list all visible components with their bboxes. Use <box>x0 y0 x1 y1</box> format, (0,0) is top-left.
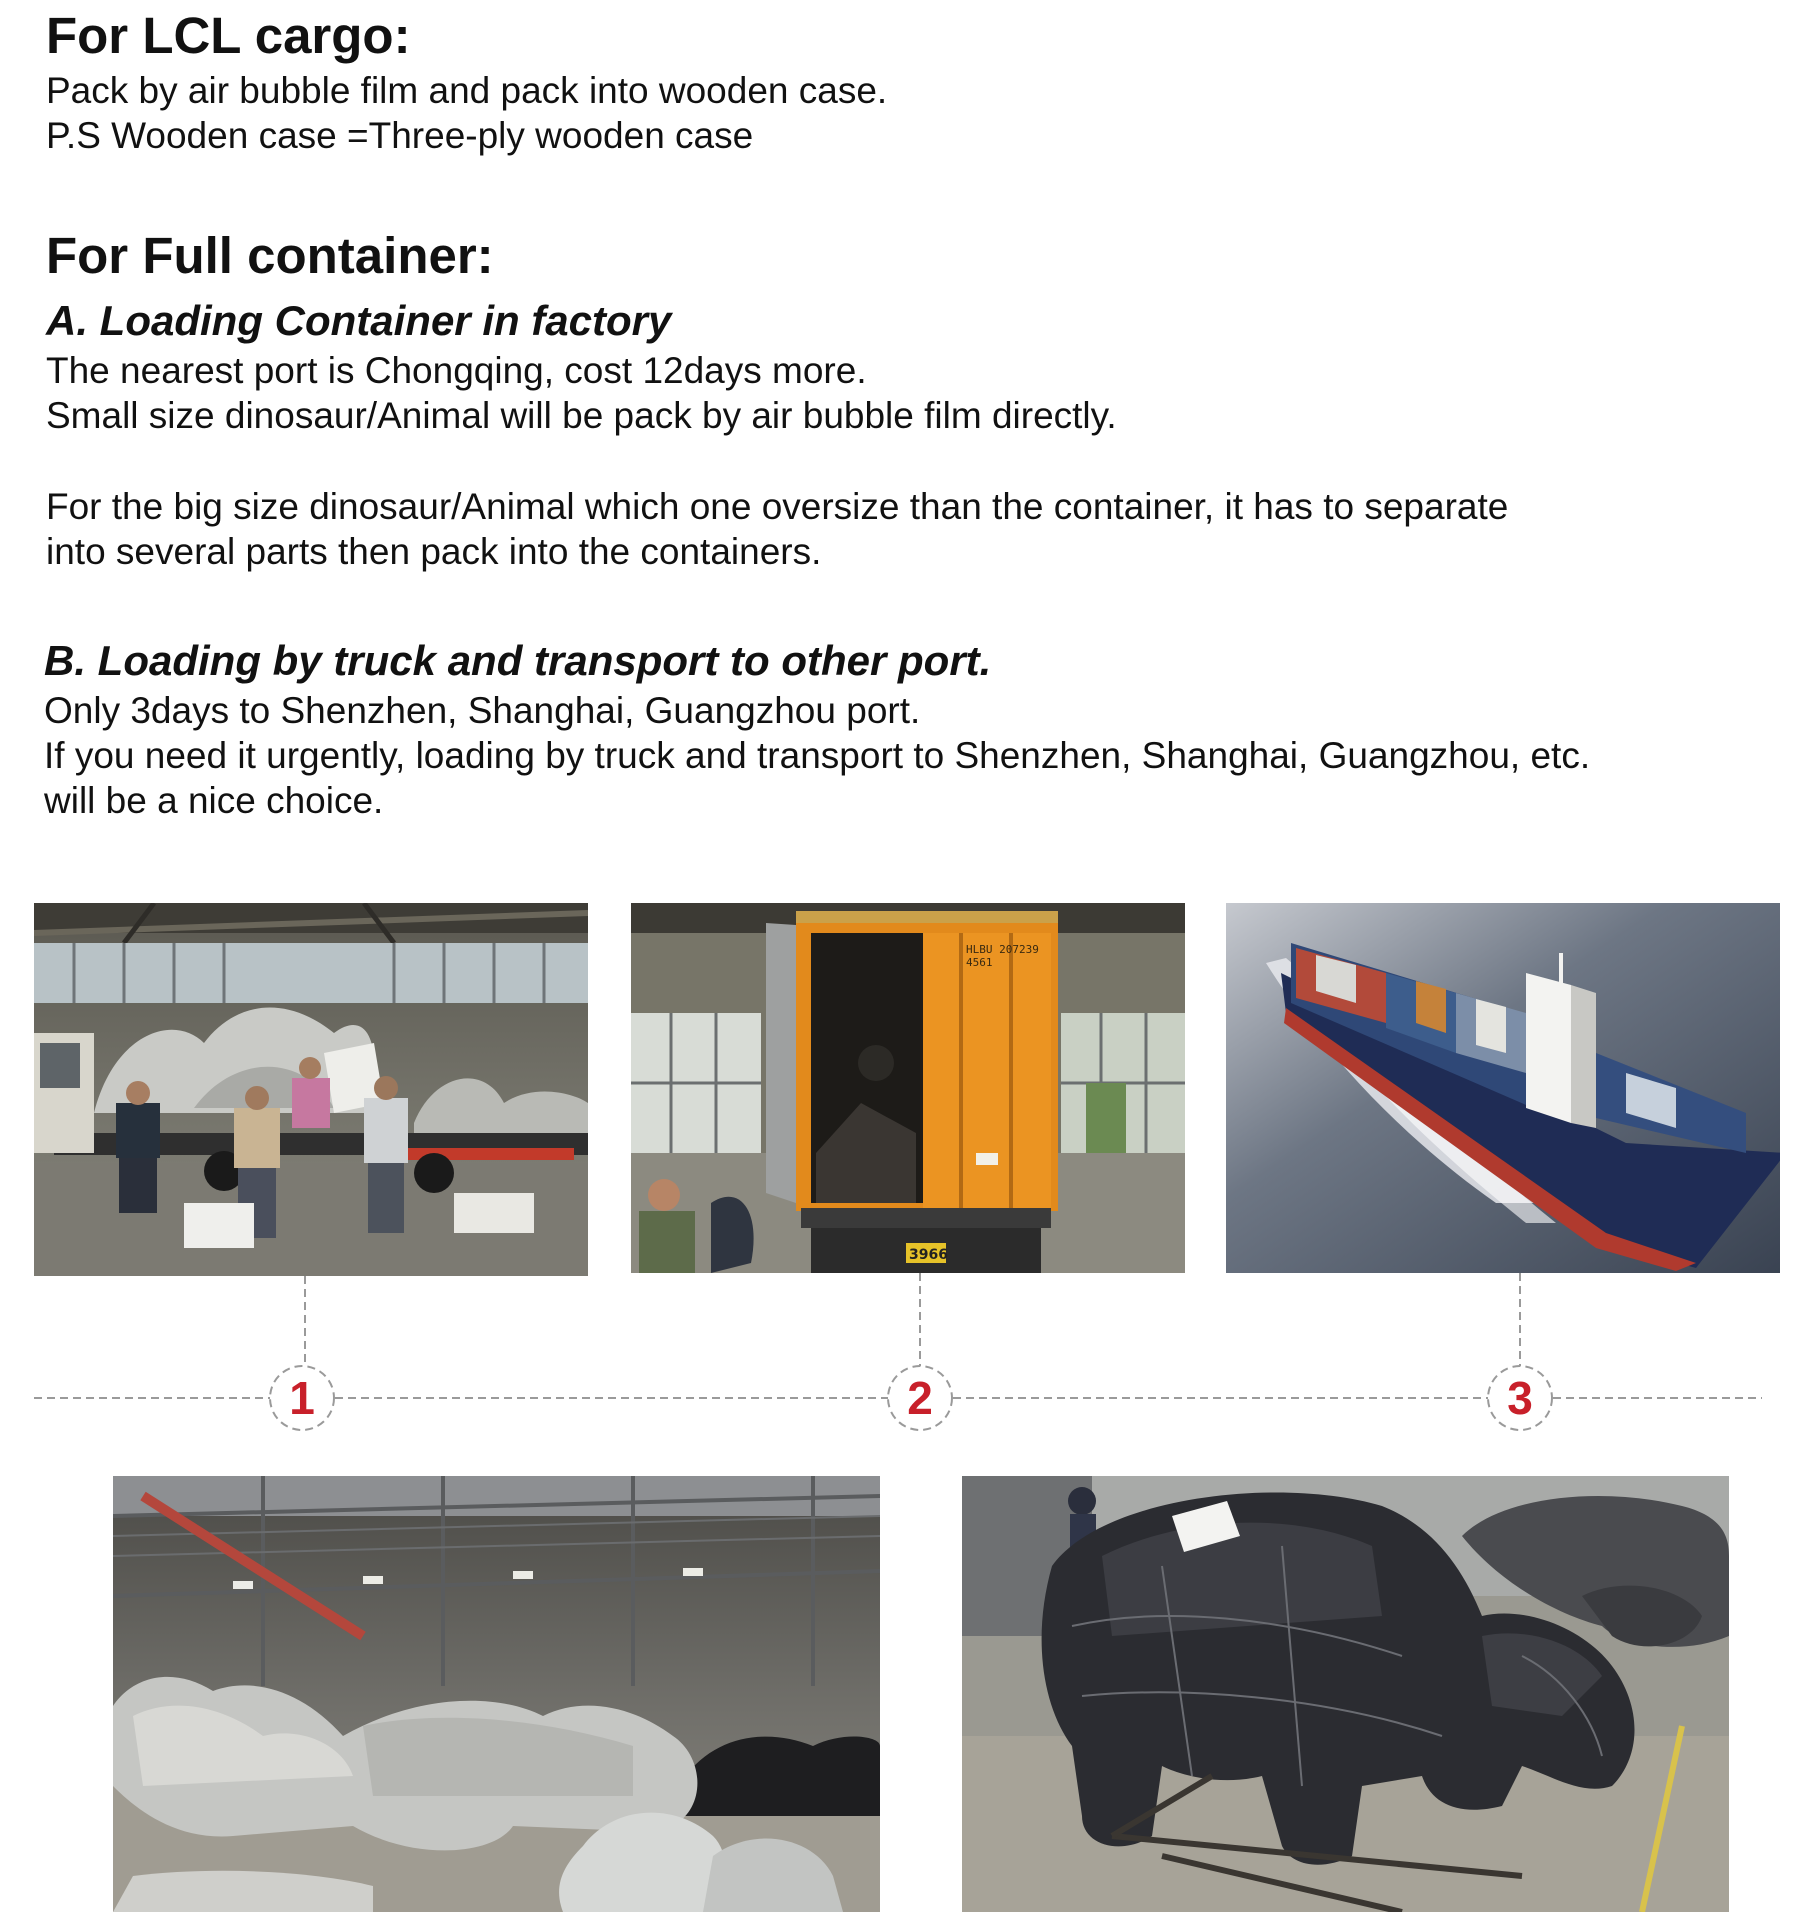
lcl-heading: For LCL cargo: <box>46 7 411 64</box>
section-a-paragraph-line-1: For the big size dinosaur/Animal which one oversize than the container, it has to separate <box>46 486 1509 527</box>
photo-wrapped-trex <box>113 1476 880 1912</box>
photo-wrapped-dinosaur <box>962 1476 1729 1912</box>
section-a-line-2: Small size dinosaur/Animal will be pack by air bubble film directly. <box>46 395 1117 436</box>
license-plate: 3966 <box>909 1247 948 1263</box>
lcl-line-2: P.S Wooden case =Three-ply wooden case <box>46 115 754 156</box>
step-number-3: 3 <box>1507 1372 1533 1424</box>
container-code-2: 4561 <box>966 956 993 969</box>
section-b-line-3: will be a nice choice. <box>44 780 384 821</box>
section-a-heading: A. Loading Container in factory <box>46 297 672 344</box>
section-b-line-2: If you need it urgently, loading by truck and transport to Shenzhen, Shanghai, Guangzhou, etc. <box>44 735 1591 776</box>
section-b-heading: B. Loading by truck and transport to other port. <box>44 637 992 684</box>
container-code-1: HLBU 207239 <box>966 943 1039 956</box>
lcl-line-1: Pack by air bubble film and pack into wooden case. <box>46 70 888 111</box>
section-b-line-1: Only 3days to Shenzhen, Shanghai, Guangzhou port. <box>44 690 921 731</box>
step-number-2: 2 <box>907 1372 933 1424</box>
section-a-paragraph-line-2: into several parts then pack into the containers. <box>46 531 822 572</box>
section-a-line-1: The nearest port is Chongqing, cost 12days more. <box>46 350 867 391</box>
full-container-heading: For Full container: <box>46 227 494 284</box>
step-number-1: 1 <box>289 1372 315 1424</box>
